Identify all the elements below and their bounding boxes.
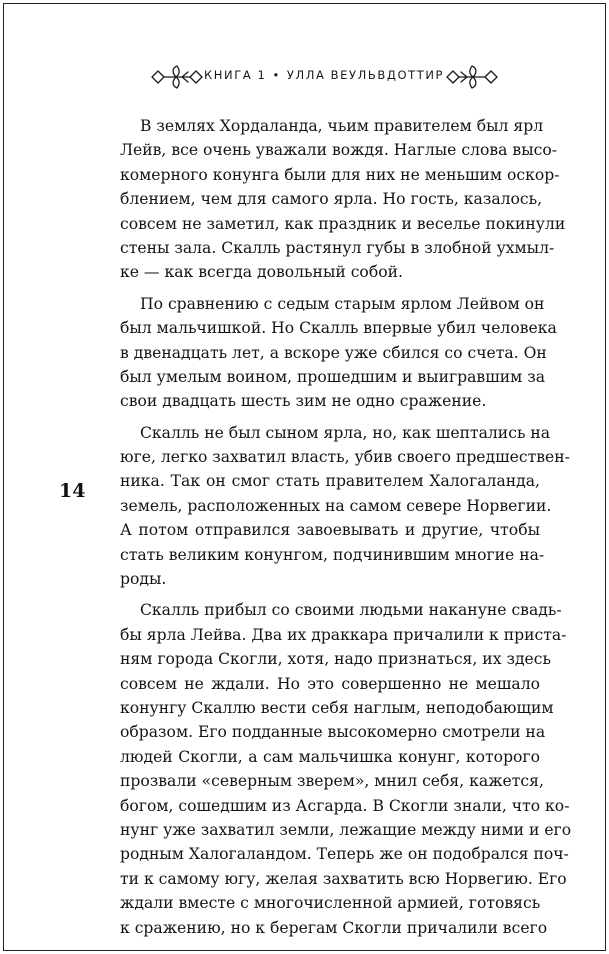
text-line: к сражению, но к берегам Скогли причалили всего	[120, 918, 548, 937]
text-line: был умелым воином, прошедшим и выигравшим за	[120, 367, 545, 386]
page-number: 14	[59, 480, 86, 502]
text-line: стены зала. Скалль растянул губы в злобной ухмыл-	[120, 238, 555, 257]
text-line: ням города Скогли, хотя, надо признаться, их здесь	[120, 650, 552, 669]
paragraph	[120, 114, 566, 285]
text-line: юге, легко захватил власть, убив своего предшествен-	[120, 448, 570, 467]
text-line: блением, чем для самого ярла. Но гость, казалось,	[120, 190, 543, 209]
text-line: По сравнению с седым старым ярлом Лейвом он	[140, 294, 545, 313]
text-line: родным Халогаландом. Теперь же он подобрался поч-	[120, 845, 569, 864]
text-line: прозвали «северным зверем», мнил себя, кажется,	[120, 772, 544, 791]
text-line: Скалль прибыл со своими людьми накануне свадь-	[140, 601, 562, 620]
text-line: А потом отправился завоевывать и другие, чтобы	[120, 521, 540, 540]
text-line: конунгу Скаллю вести себя наглым, неподобающим	[120, 698, 554, 717]
text-line: Лейв, все очень уважали вождя. Наглые слова высо-	[120, 141, 558, 160]
text-line: Скалль не был сыном ярла, но, как шептались на	[140, 423, 551, 442]
text-line: людей Скогли, а сам мальчишка конунг, которого	[120, 747, 540, 766]
text-line: совсем не ждали. Но это совершенно не мешало	[120, 674, 540, 693]
text-line: стать великим конунгом, подчинившим многие на-	[120, 545, 545, 564]
text-line: В землях Хордаланда, чьим правителем был ярл	[140, 117, 544, 135]
text-line: ника. Так он смог стать правителем Халогаланда,	[120, 472, 540, 491]
running-header	[4, 64, 605, 90]
header-separator: •	[272, 68, 281, 82]
paragraph	[120, 292, 557, 414]
text-line: земель, расположенных на самом севере Норвегии.	[120, 496, 552, 515]
text-line: ждали вместе с многочисленной армией, готовясь	[120, 894, 541, 913]
leaf-ornament-icon	[445, 64, 499, 90]
text-line: бы ярла Лейва. Два их драккара причалили к приста-	[120, 625, 567, 644]
running-header-title	[204, 68, 444, 82]
paragraph	[120, 598, 572, 939]
text-line: ке — как всегда довольный собой.	[120, 263, 403, 282]
book-page	[3, 3, 606, 951]
text-line: в двенадцать лет, а вскоре уже сбился со счета. Он	[120, 343, 547, 362]
text-line: ти к самому югу, желая захватить всю Норвегию. Его	[120, 869, 567, 888]
text-line: роды.	[120, 570, 167, 589]
author-name: УЛЛА ВЕУЛЬВДОТТИР	[286, 68, 445, 82]
book-label: КНИГА 1	[204, 68, 267, 82]
text-line: нунг уже захватил земли, лежащие между ними и его	[120, 820, 572, 839]
text-line: совсем не заметил, как праздник и веселье покинули	[120, 214, 566, 233]
body-text	[120, 114, 572, 947]
text-line: был мальчишкой. Но Скалль впервые убил человека	[120, 319, 557, 338]
paragraph	[120, 421, 570, 592]
text-line: богом, сошедшим из Асгарда. В Скогли знали, что ко-	[120, 796, 570, 815]
leaf-ornament-icon	[150, 64, 204, 90]
text-line: свои двадцать шесть зим не одно сражение.	[120, 392, 487, 411]
text-line: образом. Его подданные высокомерно смотрели на	[120, 723, 546, 742]
text-line: комерного конунга были для них не меньшим оскор-	[120, 165, 560, 184]
